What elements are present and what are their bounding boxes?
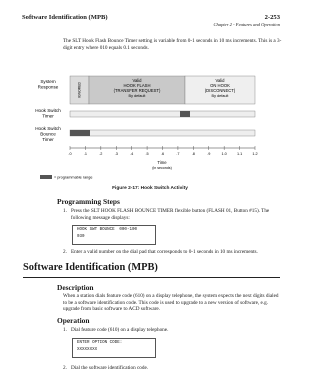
lcd-display-bounce: [72, 225, 156, 245]
operation-step-1: [63, 327, 283, 334]
axis-tick-label: .3: [114, 152, 118, 156]
description-paragraph: When a station dials feature code (610) on a display telephone, the system expects the next digits dialed to be a software identification code. This code is used to upgrade to a new version of software, e.g. upgrade from basic software to ACD software.: [63, 293, 279, 313]
section-rule: [23, 277, 280, 278]
row-label-hook-switch-timer-2: Timer: [42, 113, 54, 119]
axis-tick-label: 1.2: [252, 152, 258, 156]
row-label-system-response-2: Response: [37, 84, 59, 90]
axis-unit: (in seconds): [152, 166, 172, 170]
legend-label: = programmable range: [54, 175, 93, 180]
row-label-bounce-timer-3: Timer: [42, 137, 54, 142]
axis-tick-label: .7: [176, 152, 180, 156]
valid-onhook-line-1: Valid: [215, 78, 225, 83]
programming-steps-heading: Programming Steps: [57, 197, 120, 206]
legend-swatch: [40, 175, 52, 179]
valid-flash-line-1: Valid: [132, 78, 142, 83]
axis-tick-label: .5: [145, 152, 149, 156]
hook-switch-timer-bar: [70, 111, 255, 117]
lcd-range: 000-100: [119, 228, 137, 232]
valid-flash-line-2: HOOK FLASH: [123, 83, 151, 88]
axis-tick-label: .4: [130, 152, 134, 156]
valid-flash-line-3: (TRANSFER REQUEST): [113, 88, 161, 93]
row-label-bounce-timer-1: Hook Switch: [35, 126, 61, 131]
operation-step-2: [63, 365, 283, 372]
axis-tick-label: .0: [68, 152, 72, 156]
row-label-bounce-timer-2: Bounce: [40, 131, 56, 137]
description-heading: Description: [57, 283, 94, 292]
hook-switch-diagram: [35, 74, 280, 182]
axis-tick-label: .8: [191, 152, 195, 156]
lcd-line-2: 030: [77, 234, 85, 239]
time-axis-ticks: [68, 146, 257, 156]
operation-heading: Operation: [57, 316, 90, 325]
lcd-line-1: HOOK SWT BOUNCE: [77, 228, 115, 232]
valid-onhook-line-2: ON HOOK: [210, 83, 230, 88]
valid-onhook-line-4: By default: [211, 94, 229, 98]
step-number: 1.: [63, 208, 67, 214]
step-text: Press the SLT HOOK FLASH BOUNCE TIMER flexible button (FLASH 01, Button #15). The following message displays:: [71, 208, 270, 221]
row-label-system-response-1: System: [40, 79, 56, 84]
valid-flash-line-4: By default: [128, 94, 146, 98]
row-label-hook-switch-timer-1: Hook Switch: [35, 108, 61, 113]
step-number: 1.: [63, 327, 67, 333]
step-text: Dial the software identification code.: [71, 365, 149, 371]
step-text: Dial feature code (610) on a display telephone.: [71, 327, 169, 333]
valid-onhook-line-3: (DISCONNECT): [204, 88, 236, 93]
axis-title: Time: [157, 160, 167, 165]
figure-caption: Figure 2-17: Hook Switch Activity: [112, 186, 188, 191]
programming-step-2: [63, 249, 283, 263]
step-text: Enter a valid number on the dial pad that corresponds to 0-1 seconds in 10 ms increments.: [71, 249, 258, 255]
programming-step-1: [63, 208, 283, 222]
ignored-label: IGNORED: [77, 82, 82, 98]
lcd-display-option-code: [72, 338, 156, 358]
running-header-title: Software Identification (MPB): [22, 14, 108, 21]
axis-tick-label: .9: [207, 152, 211, 156]
section-title: Software Identification (MPB): [23, 262, 158, 273]
lcd-line-1: ENTER OPTION CODE:: [77, 341, 123, 345]
step-number: 2.: [63, 249, 67, 255]
axis-tick-label: .6: [160, 152, 165, 156]
step-number: 2.: [63, 365, 67, 371]
intro-paragraph: The SLT Hook Flash Bounce Timer setting is variable from 0-1 seconds in 10 ms increments. This is a 3-digit entry where 010 equals 0.1 seconds.: [63, 38, 282, 51]
hook-switch-programmable-range: [180, 111, 190, 117]
lcd-line-2: XXXXXXXX: [77, 347, 98, 352]
axis-tick-label: .2: [99, 152, 103, 156]
axis-tick-label: .1: [83, 152, 88, 156]
page-number: 2-253: [264, 14, 280, 21]
bounce-timer-bar: [70, 130, 255, 136]
axis-tick-label: 1.0: [221, 152, 227, 156]
hook-switch-figure: [35, 74, 280, 182]
axis-tick-label: 1.1: [236, 152, 243, 156]
chapter-subtitle: Chapter 2 - Features and Operation: [213, 22, 280, 27]
bounce-timer-programmable-range: [70, 130, 90, 136]
